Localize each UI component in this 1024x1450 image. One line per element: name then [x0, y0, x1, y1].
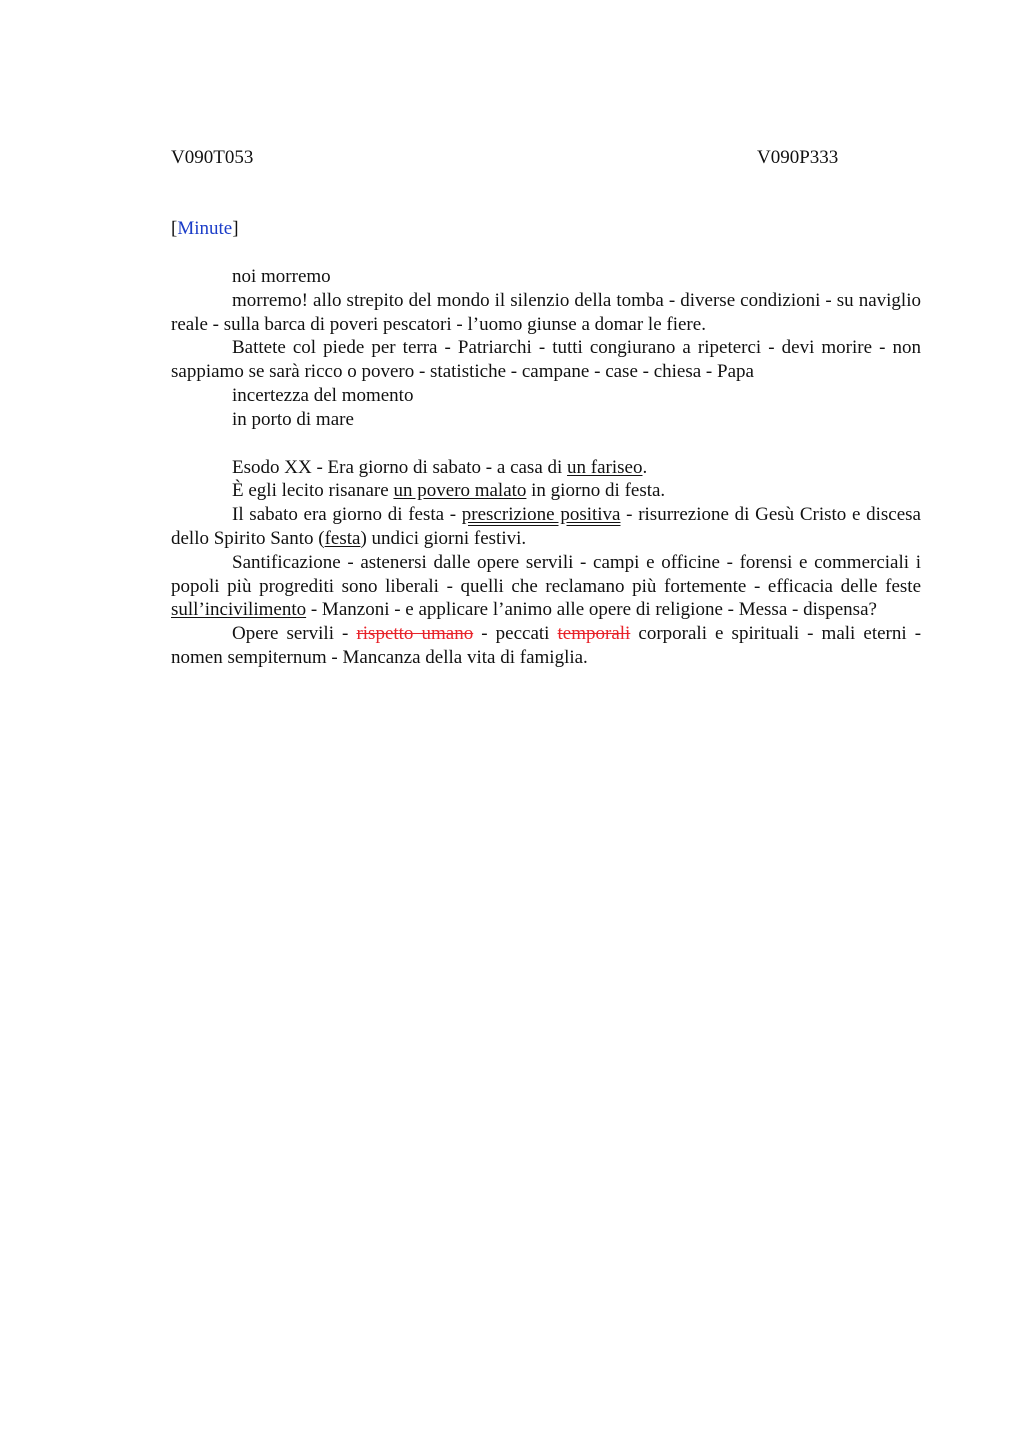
deleted-text: rispetto umano: [356, 623, 474, 645]
text-run: Opere servili -: [232, 623, 357, 645]
text-run: È egli lecito risanare: [232, 480, 394, 502]
document-page: [171, 146, 921, 670]
deleted-text: temporali: [557, 623, 631, 645]
paragraph: [171, 551, 921, 622]
text-run: Esodo XX - Era giorno di sabato - a casa di: [232, 456, 568, 478]
text-run: ) undici giorni festivi.: [360, 527, 527, 549]
paragraph: [171, 622, 921, 670]
section-link-minute[interactable]: Minute: [177, 218, 233, 239]
text-run: corporali e spirituali - mali eterni - nomen sempiternum - Mancanza della vita di famiglia.: [171, 623, 922, 668]
section-open-bracket: [: [171, 218, 178, 239]
paragraph: [171, 503, 921, 551]
underlined-text: un fariseo: [567, 456, 643, 478]
document-header: [171, 146, 921, 170]
paragraph: noi morremo: [232, 266, 331, 287]
underlined-text: festa: [324, 527, 361, 549]
paragraph: morremo! allo strepito del mondo il silenzio della tomba - diverse condizioni - su naviglio reale - sulla barca di poveri pescatori - l’uomo giunse a domar le fiere.: [171, 289, 921, 335]
text-run: Santificazione - astenersi dalle opere servili - campi e officine - forensi e commerciali i popoli più progrediti sono liberali - quelli che reclamano più fortemente - efficacia delle feste: [171, 551, 921, 597]
document-code-left: V090T053: [171, 147, 254, 168]
section-close-bracket: ]: [232, 218, 239, 239]
underlined-text: un povero malato: [393, 480, 527, 502]
text-run: - risurrezione di Gesù Cristo e discesa dello Spirito Santo (: [171, 504, 921, 549]
paragraph: in porto di mare: [232, 408, 354, 430]
text-run: in giorno di festa.: [526, 480, 666, 502]
text-run: .: [642, 456, 648, 478]
text-run: - peccati: [473, 623, 558, 645]
document-code-right: V090P333: [757, 147, 839, 168]
paragraph: incertezza del momento: [232, 384, 414, 406]
text-run: - Manzoni - e applicare l’animo alle opere di religione - Messa - dispensa?: [306, 599, 877, 621]
section-label: [171, 217, 921, 241]
paragraph: [171, 479, 921, 503]
text-run: Il sabato era giorno di festa -: [232, 504, 462, 526]
double-underlined-text: prescrizione positiva: [461, 504, 621, 526]
underlined-text: sull’incivilimento: [171, 599, 307, 621]
paragraph: Battete col piede per terra - Patriarchi - tutti congiurano a ripeterci - devi morire - non sappiamo se sarà ricco o povero - statistiche - campane - case - chiesa - Papa: [171, 337, 921, 383]
paragraph-gap: [171, 432, 921, 456]
paragraph: [171, 456, 921, 480]
document-body: [171, 265, 921, 670]
